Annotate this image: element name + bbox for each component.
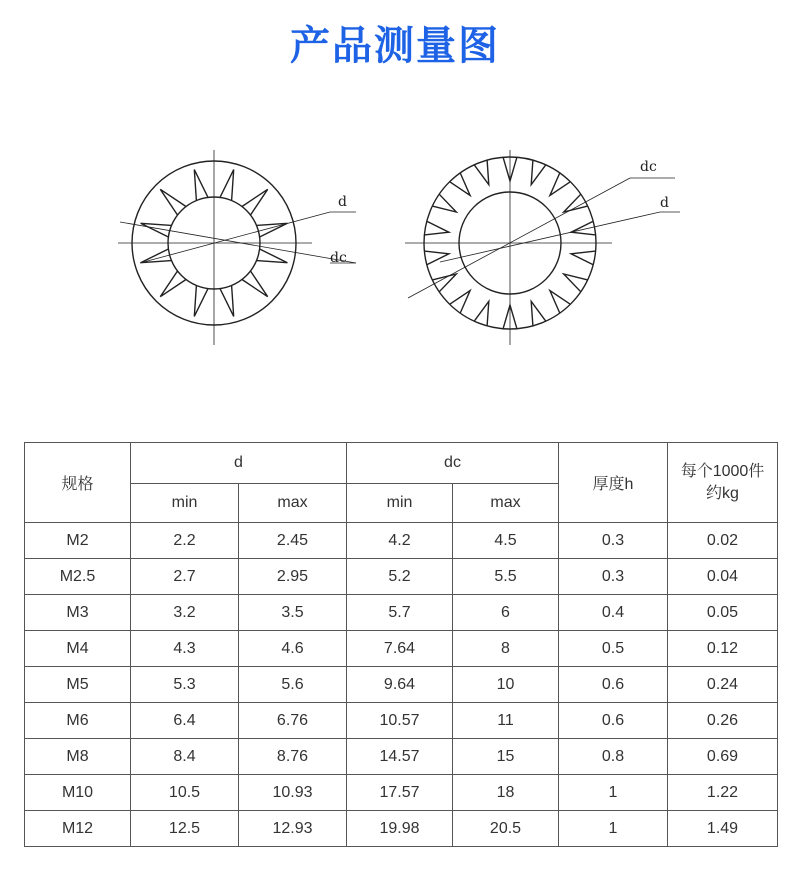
cell-dc-min: 9.64 xyxy=(347,667,453,703)
cell-d-max: 10.93 xyxy=(239,775,347,811)
washer-tooth xyxy=(194,170,208,201)
header-dc-max: max xyxy=(453,484,559,523)
cell-d-max: 5.6 xyxy=(239,667,347,703)
cell-weight: 0.02 xyxy=(668,523,778,559)
right-d-label: d xyxy=(660,195,669,211)
cell-dc-max: 20.5 xyxy=(453,811,559,847)
cell-d-max: 6.76 xyxy=(239,703,347,739)
cell-size: M12 xyxy=(25,811,131,847)
header-thickness: 厚度h xyxy=(559,443,668,523)
header-d: d xyxy=(131,443,347,484)
cell-thickness: 1 xyxy=(559,775,668,811)
left-dc-label: dc xyxy=(330,250,347,266)
cell-size: M10 xyxy=(25,775,131,811)
cell-dc-min: 14.57 xyxy=(347,739,453,775)
cell-weight: 1.22 xyxy=(668,775,778,811)
washer-tooth xyxy=(550,173,571,196)
cell-d-max: 4.6 xyxy=(239,631,347,667)
cell-thickness: 0.6 xyxy=(559,703,668,739)
washer-tooth xyxy=(571,221,596,235)
cell-d-max: 8.76 xyxy=(239,739,347,775)
cell-dc-min: 19.98 xyxy=(347,811,453,847)
cell-dc-min: 10.57 xyxy=(347,703,453,739)
cell-size: M8 xyxy=(25,739,131,775)
cell-d-min: 6.4 xyxy=(131,703,239,739)
cell-thickness: 0.5 xyxy=(559,631,668,667)
cell-d-max: 2.45 xyxy=(239,523,347,559)
cell-dc-max: 10 xyxy=(453,667,559,703)
table-row xyxy=(25,631,778,667)
cell-size: M2 xyxy=(25,523,131,559)
cell-size: M2.5 xyxy=(25,559,131,595)
cell-thickness: 0.4 xyxy=(559,595,668,631)
washer-tooth xyxy=(424,221,449,235)
washer-tooth xyxy=(220,286,234,317)
cell-dc-max: 8 xyxy=(453,631,559,667)
washer-tooth xyxy=(160,189,186,215)
cell-size: M3 xyxy=(25,595,131,631)
washer-tooth xyxy=(220,170,234,201)
cell-d-max: 2.95 xyxy=(239,559,347,595)
table-row xyxy=(25,523,778,559)
cell-dc-max: 4.5 xyxy=(453,523,559,559)
cell-d-min: 5.3 xyxy=(131,667,239,703)
cell-size: M4 xyxy=(25,631,131,667)
table-row xyxy=(25,667,778,703)
washer-tooth xyxy=(242,189,268,215)
external-tooth-washer-drawing xyxy=(405,150,680,345)
cell-d-min: 10.5 xyxy=(131,775,239,811)
left-d-label: d xyxy=(338,194,347,210)
table-row xyxy=(25,595,778,631)
cell-weight: 0.05 xyxy=(668,595,778,631)
cell-dc-min: 5.7 xyxy=(347,595,453,631)
table-row xyxy=(25,775,778,811)
header-weight-line1: 每个1000件 xyxy=(680,462,765,480)
cell-dc-max: 6 xyxy=(453,595,559,631)
cell-weight: 1.49 xyxy=(668,811,778,847)
cell-weight: 0.69 xyxy=(668,739,778,775)
washer-tooth xyxy=(571,251,596,265)
header-weight xyxy=(668,443,778,523)
cell-d-min: 2.7 xyxy=(131,559,239,595)
cell-dc-min: 7.64 xyxy=(347,631,453,667)
table-row xyxy=(25,559,778,595)
header-d-min: min xyxy=(131,484,239,523)
cell-dc-min: 4.2 xyxy=(347,523,453,559)
cell-dc-min: 17.57 xyxy=(347,775,453,811)
washer-drawing xyxy=(0,150,790,360)
cell-size: M6 xyxy=(25,703,131,739)
cell-d-min: 2.2 xyxy=(131,523,239,559)
header-spec: 规格 xyxy=(25,443,131,523)
cell-size: M5 xyxy=(25,667,131,703)
cell-thickness: 0.3 xyxy=(559,559,668,595)
cell-thickness: 0.3 xyxy=(559,523,668,559)
table-row xyxy=(25,811,778,847)
spec-table xyxy=(24,442,778,847)
cell-thickness: 1 xyxy=(559,811,668,847)
cell-dc-max: 18 xyxy=(453,775,559,811)
cell-d-min: 3.2 xyxy=(131,595,239,631)
cell-d-min: 12.5 xyxy=(131,811,239,847)
washer-tooth xyxy=(564,274,588,292)
washer-tooth xyxy=(432,194,456,212)
cell-weight: 0.12 xyxy=(668,631,778,667)
header-weight-line2: 约kg xyxy=(706,484,739,502)
cell-dc-max: 11 xyxy=(453,703,559,739)
right-dc-label: dc xyxy=(640,159,657,175)
washer-tooth xyxy=(194,286,208,317)
cell-dc-max: 5.5 xyxy=(453,559,559,595)
washer-tooth xyxy=(450,173,471,196)
washer-tooth xyxy=(242,271,268,297)
page-title: 产品测量图 xyxy=(290,23,500,69)
cell-thickness: 0.8 xyxy=(559,739,668,775)
cell-dc-min: 5.2 xyxy=(347,559,453,595)
table-row xyxy=(25,703,778,739)
cell-thickness: 0.6 xyxy=(559,667,668,703)
washer-tooth xyxy=(257,249,288,263)
cell-weight: 0.26 xyxy=(668,703,778,739)
cell-d-max: 3.5 xyxy=(239,595,347,631)
cell-weight: 0.04 xyxy=(668,559,778,595)
header-dc: dc xyxy=(347,443,559,484)
internal-tooth-washer-drawing xyxy=(118,150,356,345)
washer-tooth xyxy=(424,251,449,265)
cell-weight: 0.24 xyxy=(668,667,778,703)
washer-tooth xyxy=(550,291,571,314)
table-row xyxy=(25,739,778,775)
header-dc-min: min xyxy=(347,484,453,523)
cell-dc-max: 15 xyxy=(453,739,559,775)
cell-d-min: 4.3 xyxy=(131,631,239,667)
washer-tooth xyxy=(160,271,186,297)
cell-d-min: 8.4 xyxy=(131,739,239,775)
cell-d-max: 12.93 xyxy=(239,811,347,847)
washer-tooth xyxy=(450,291,471,314)
header-d-max: max xyxy=(239,484,347,523)
